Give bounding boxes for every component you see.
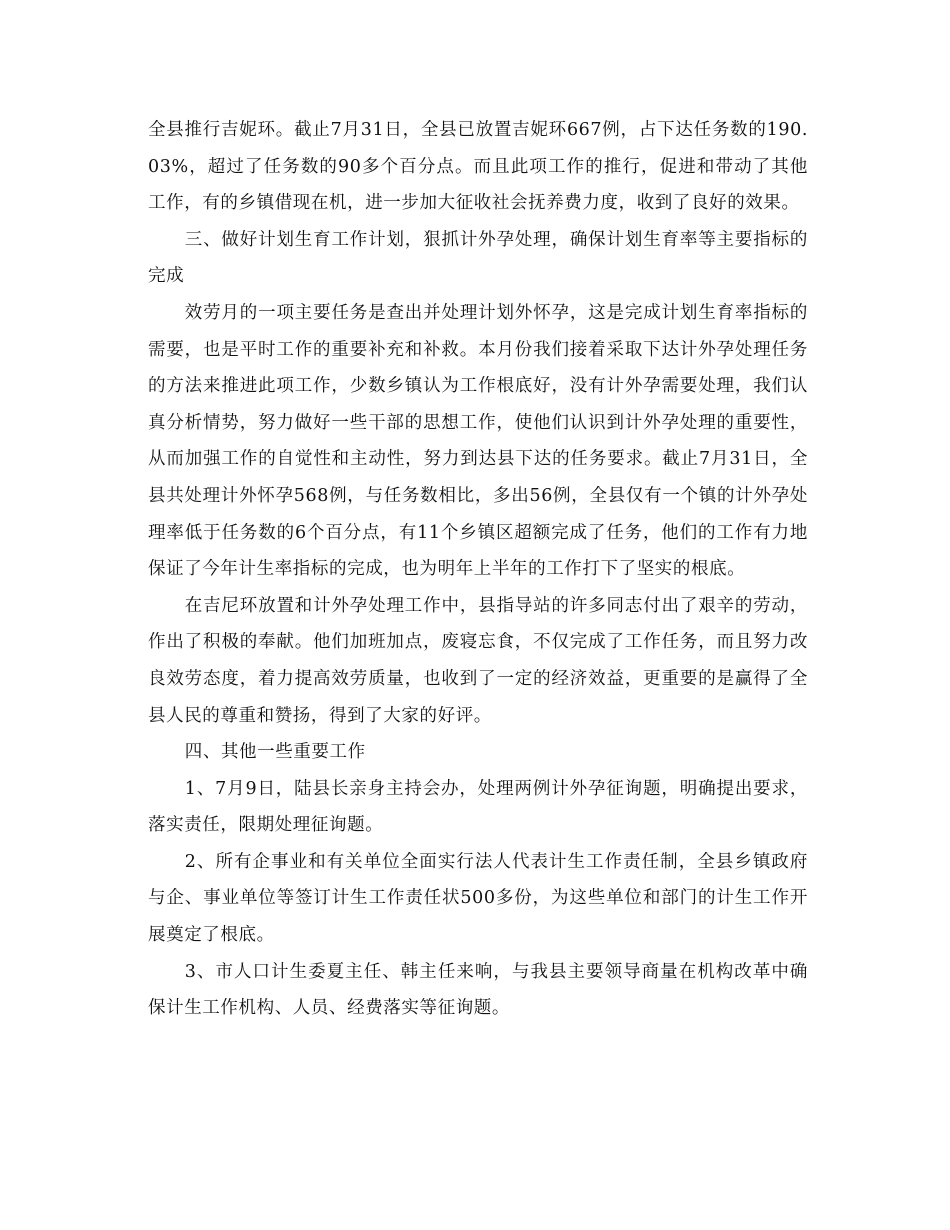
section-heading-three: 三、做好计划生育工作计划，狠抓计外孕处理，确保计划生育率等主要指标的完成: [148, 229, 808, 287]
list-item-3: 3、市人口计生委夏主任、韩主任来响，与我县主要领导商量在机构改革中确保计生工作机构、人员、经费落实等征询题。: [148, 961, 808, 1019]
paragraph-continuation: 全县推行吉妮环。截止7月31日，全县已放置吉妮环667例，占下达任务数的190.03%，超过了任务数的90多个百分点。而且此项工作的推行，促进和带动了其他工作，有的乡镇借现在机，进一步加大征收社会抚养费力度，收到了良好的效果。: [148, 120, 808, 214]
list-item-1: 1、7月9日，陆县长亲身主持会办，处理两例计外孕征询题，明确提出要求，落实责任，限期处理征询题。: [148, 778, 808, 836]
paragraph-guidance-station: 在吉尼环放置和计外孕处理工作中，县指导站的许多同志付出了艰辛的劳动，作出了积极的奉献。他们加班加点，废寝忘食，不仅完成了工作任务，而且努力改良效劳态度，着力提高效劳质量，也收到了一定的经济效益，更重要的是赢得了全县人民的尊重和赞扬，得到了大家的好评。: [148, 595, 808, 726]
section-heading-four: 四、其他一些重要工作: [184, 742, 366, 763]
paragraph-service-month: 效劳月的一项主要任务是查出并处理计划外怀孕，这是完成计划生育率指标的需要，也是平时工作的重要补充和补救。本月份我们接着采取下达计外孕处理任务的方法来推进此项工作，少数乡镇认为工作根底好，没有计外孕需要处理，我们认真分析情势，努力做好一些干部的思想工作，使他们认识到计外孕处理的重要性，从而加强工作的自觉性和主动性，努力到达县下达的任务要求。截止7月31日，全县共处理计外怀孕568例，与任务数相比，多出56例，全县仅有一个镇的计外孕处理率低于任务数的6个百分点，有11个乡镇区超额完成了任务，他们的工作有力地保证了今年计生率指标的完成，也为明年上半年的工作打下了坚实的根底。: [148, 302, 808, 580]
document-body: [148, 112, 808, 1027]
list-item-2: 2、所有企事业和有关单位全面实行法人代表计生工作责任制，全县乡镇政府与企、事业单位等签订计生工作责任状500多份，为这些单位和部门的计生工作开展奠定了根底。: [148, 851, 808, 946]
